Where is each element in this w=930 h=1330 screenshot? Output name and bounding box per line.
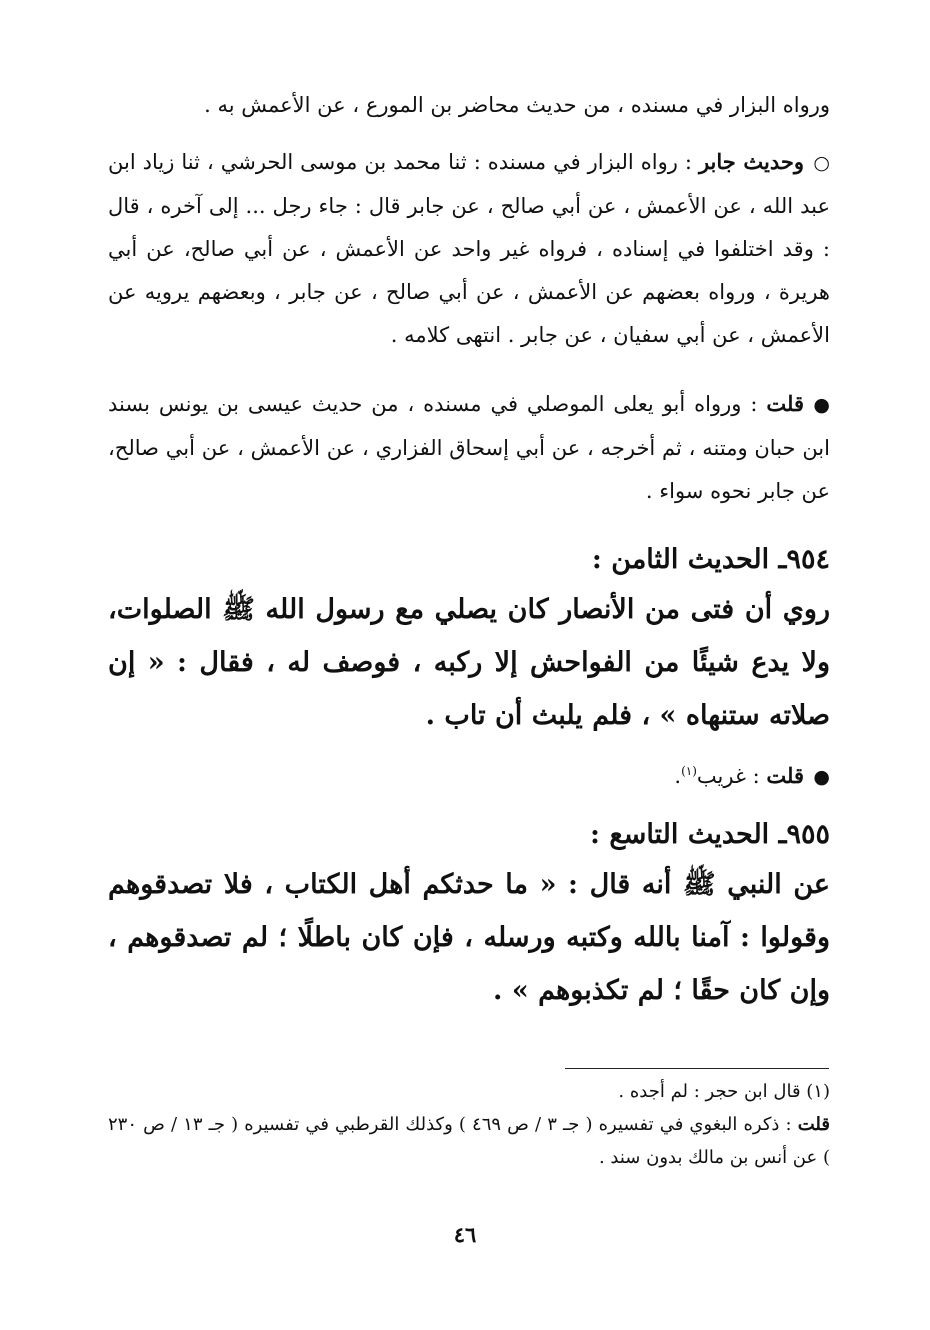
circle-bullet-icon: ○ xyxy=(813,152,830,174)
paragraph-lead: قلت xyxy=(766,391,804,416)
hadith-954-comment xyxy=(108,750,830,799)
dot-bullet-icon: ● xyxy=(813,766,830,788)
hadith-954-text: روي أن فتى من الأنصار كان يصلي مع رسول الله ﷺ الصلوات، ولا يدع شيئًا من الفواحش إلا ركبه ، فوصف له ، فقال : « إن صلاته ستنهاه » ، فلم يلبث أن تاب . xyxy=(108,594,830,731)
paragraph-jabir-hadith xyxy=(108,140,830,357)
footnote-ref: (١) xyxy=(681,764,697,778)
paragraph-lead: وحديث جابر xyxy=(698,149,804,174)
paragraph-text: ورواه البزار في مسنده ، من حديث محاضر بن المورع ، عن الأعمش به . xyxy=(204,93,830,117)
comment-lead: قلت xyxy=(766,763,804,788)
paragraph-text: : ورواه أبو يعلى الموصلي في مسنده ، من حديث عيسى بن يونس بسند ابن حبان ومتنه ، ثم أخرجه ، عن أبي إسحاق الفزاري ، عن الأعمش ، عن أبي صالح، عن جابر نحوه سواء . xyxy=(108,392,830,503)
paragraph-bazzar-note xyxy=(108,84,830,127)
footnote-lead: قلت xyxy=(797,1114,830,1135)
footnote-1: (١) قال ابن حجر : لم أجده . xyxy=(618,1081,830,1102)
comment-text: : غريب xyxy=(696,764,760,788)
paragraph-text: : رواه البزار في مسنده : ثنا محمد بن موسى الحرشي ، ثنا زياد ابن عبد الله ، عن الأعمش ، عن أبي صالح ، عن جابر قال : جاء رجل ... إلى آخره ، قال : وقد اختلفوا في إسناده ، فرواه غير واحد عن الأعمش ، عن أبي صالح، عن أبي هريرة ، ورواه بعضهم عن الأعمش ، عن أبي صالح ، عن جابر ، وبعضهم يرويه عن الأعمش ، عن أبي سفيان ، عن جابر . انتهى كلامه . xyxy=(108,150,830,347)
footnote-comment xyxy=(108,1108,830,1174)
footnote-divider xyxy=(565,1068,829,1069)
page-number: ٤٦ xyxy=(453,1222,477,1247)
hadith-955-heading: ٩٥٥ـ الحديث التاسع : xyxy=(589,819,830,850)
footnote-text: : ذكره البغوي في تفسيره ( جـ ٣ / ص ٤٦٩ ) وكذلك القرطبي في تفسيره ( جـ ١٣ / ص ٢٣٠ ) عن أنس بن مالك بدون سند . xyxy=(108,1114,830,1168)
paragraph-abu-yala xyxy=(108,382,830,513)
comment-end: . xyxy=(674,764,682,788)
hadith-954-heading: ٩٥٤ـ الحديث الثامن : xyxy=(591,544,830,575)
hadith-955-text: عن النبي ﷺ أنه قال : « ما حدثكم أهل الكتاب ، فلا تصدقوهم وقولوا : آمنا بالله وكتبه ورسله ، فإن كان باطلًا ؛ لم تصدقوهم ، وإن كان حقًا ؛ لم تكذبوهم » . xyxy=(108,869,830,1006)
dot-bullet-icon: ● xyxy=(813,394,830,416)
